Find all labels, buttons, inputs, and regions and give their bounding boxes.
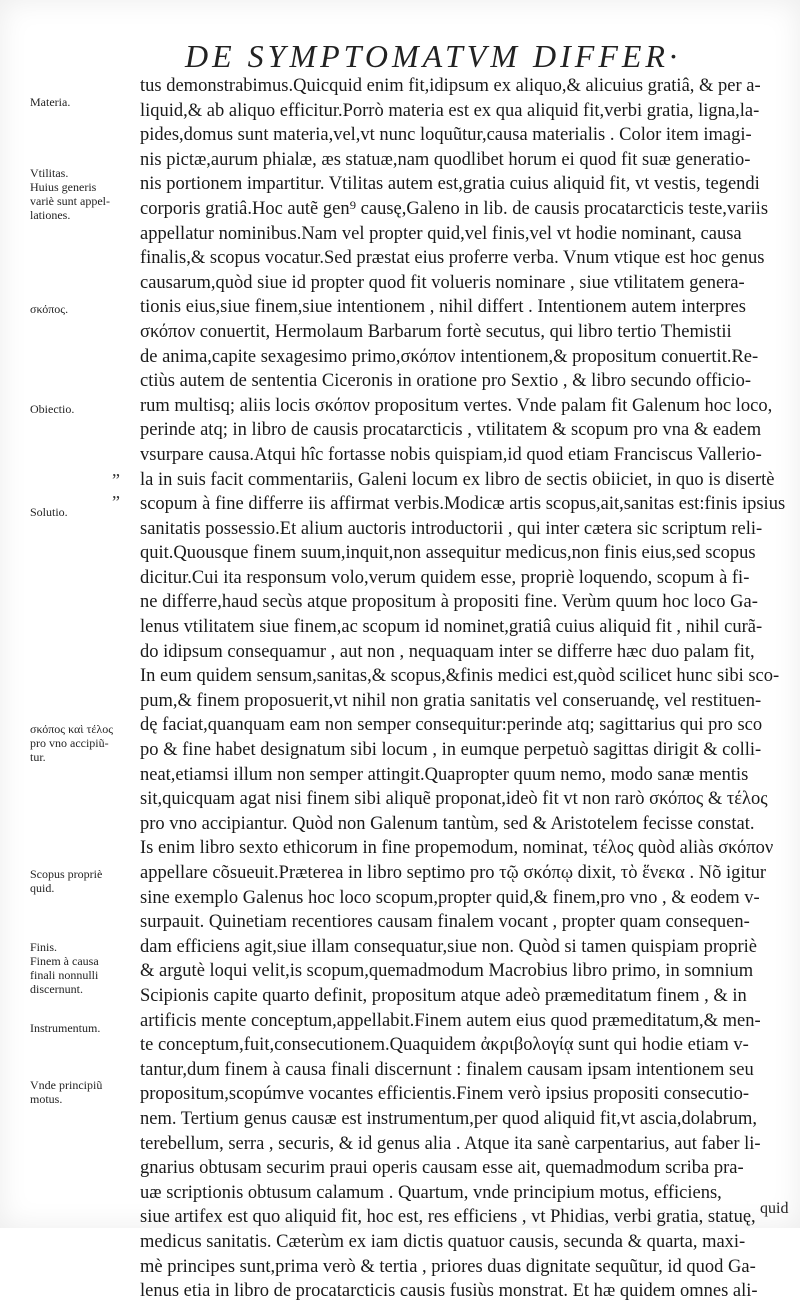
text-line: liquid,& ab aliquo efficitur.Porrò materia est ex qua aliquid fit,verbi gratia, ligna,la- bbox=[140, 100, 760, 121]
quote-mark: ” bbox=[112, 470, 120, 490]
margin-notes bbox=[0, 0, 135, 1228]
note-line: σκόπος καὶ τέλος bbox=[30, 722, 113, 736]
text-line: de anima,capite sexagesimo primo,σκόπον intentionem,& propositum conuertit.Re- bbox=[140, 346, 759, 367]
text-line: Is enim libro sexto ethicorum in fine propemodum, nominat, τέλος quòd aliàs σκόπον bbox=[140, 838, 774, 859]
note-line: motus. bbox=[30, 1092, 63, 1106]
text-line: dicitur.Cui ita responsum volo,verum quidem esse, propriè loquendo, scopum à fi- bbox=[140, 567, 750, 588]
note-line: tur. bbox=[30, 750, 46, 764]
text-line: po & fine habet designatum sibi locum , in eumque perpetuò sagittas dirigit & colli- bbox=[140, 740, 762, 761]
margin-note-obiectio bbox=[30, 402, 135, 416]
text-line: gnarius obtusam securim praui operis causam esse ait, quemadmodum scriba pra- bbox=[140, 1158, 744, 1179]
text-line: mè principes sunt,prima verò & tertia , priores duas dignitate sequũtur, id quod Ga- bbox=[140, 1256, 756, 1277]
note-line: Scopus propriè bbox=[30, 867, 103, 881]
text-line: nis pictæ,aurum phialæ, æs statuæ,nam quodlibet horum ei quod fit suæ generatio- bbox=[140, 149, 751, 170]
text-line: ne differre,haud secùs atque propositum à propositi fine. Verùm quum hoc loco Ga- bbox=[140, 592, 758, 613]
text-line: tantur,dum finem à causa finali discernunt : finalem causam ipsam intentionem seu bbox=[140, 1059, 754, 1080]
text-line: perinde atq; in libro de causis procatarcticis , vtilitatem & scopum pro vna & eadem bbox=[140, 420, 762, 441]
text-line: rum multisq; aliis locis σκόπον propositum vertes. Vnde palam fit Galenum hoc loco, bbox=[140, 395, 773, 416]
body-text bbox=[140, 74, 792, 1304]
text-line: lenus vtilitatem siue finem,ac scopum id nominet,gratiâ cuius aliquid fit , nihil curã- bbox=[140, 617, 763, 638]
note-line: Instrumentum. bbox=[30, 1021, 101, 1035]
margin-note-finis bbox=[30, 940, 135, 996]
margin-note-skopos bbox=[30, 302, 135, 316]
text-line: uæ scriptionis obtusum calamum . Quartum, vnde principium motus, efficiens, bbox=[140, 1182, 722, 1203]
text-line: dam efficiens agit,siue illam consequatur,siue non. Quòd si tamen quispiam propriè bbox=[140, 936, 757, 957]
text-line: nem. Tertium genus causæ est instrumentum,per quod aliquid fit,vt ascia,dolabrum, bbox=[140, 1108, 757, 1129]
note-line: Vnde principiũ bbox=[30, 1078, 103, 1092]
quote-mark: ” bbox=[112, 492, 120, 512]
margin-note-vtilitas bbox=[30, 166, 135, 222]
text-line: medicus sanitatis. Cæterùm ex iam dictis quatuor causis, secunda & quarta, maxi- bbox=[140, 1231, 746, 1252]
margin-note-skopos-telos bbox=[30, 722, 135, 764]
text-line: do idipsum consequamur , aut non , nequaquam inter se differre hæc duo palam fit, bbox=[140, 641, 755, 662]
text-line: sanitatis possessio.Et alium auctoris introductorii , qui inter cætera sic scriptum reli- bbox=[140, 518, 763, 539]
margin-note-vnde bbox=[30, 1078, 135, 1106]
text-line: artificis mente conceptum,appellabit.Finem autem eius quod præmeditatum,& men- bbox=[140, 1010, 761, 1031]
note-line: quid. bbox=[30, 881, 55, 895]
text-line: terebellum, serra , securis, & id genus alia . Atque ita sanè carpentarius, aut faber li- bbox=[140, 1133, 761, 1154]
text-line: la in suis facit commentariis, Galeni locum ex libro de sectis obiiciet, in quo is disertè bbox=[140, 469, 775, 490]
text-line: & argutè loqui velit,is scopum,quemadmodum Macrobius libro primo, in somnium bbox=[140, 961, 754, 982]
note-line: pro vno accipiũ- bbox=[30, 736, 109, 750]
text-line: te conceptum,fuit,consecutionem.Quaquidem ἀκριβολογίᾳ sunt qui hodie etiam v- bbox=[140, 1035, 749, 1056]
note-line: Huius generis bbox=[30, 180, 97, 194]
text-line: quit.Quousque finem suum,inquit,non assequitur medicus,non finis eius,sed scopus bbox=[140, 543, 756, 564]
text-line: pides,domus sunt materia,vel,vt nunc loquũtur,causa materialis . Color item imagi- bbox=[140, 125, 752, 146]
text-line: corporis gratiâ.Hoc autẽ gen⁹ causę,Galeno in lib. de causis procatarcticis teste,variis bbox=[140, 198, 769, 219]
text-line: surpauit. Quinetiam recentiores causam finalem vocant , propter quam consequen- bbox=[140, 912, 750, 933]
text-line: appellatur nominibus.Nam vel propter quid,vel finis,vel vt hodie nominant, causa bbox=[140, 223, 742, 244]
note-line: discernunt. bbox=[30, 982, 83, 996]
text-line: vsurpare causa.Atqui hîc fortasse nobis quispiam,id quod etiam Franciscus Vallerio- bbox=[140, 444, 762, 465]
text-line: scopum à fine differre iis affirmat verbis.Modicæ artis scopus,ait,sanitas est:finis ipsius bbox=[140, 494, 786, 515]
note-line: Finis. bbox=[30, 940, 58, 954]
text-line: sine exemplo Galenus hoc loco scopum,propter quid,& finem,pro vno , & eodem v- bbox=[140, 887, 760, 908]
text-line: pro vno accipiantur. Quòd non Galenum tantùm, sed & Aristotelem fecisse constat. bbox=[140, 813, 755, 834]
running-title: DE SYMPTOMATVM DIFFER· bbox=[185, 38, 681, 74]
text-line: nis portionem impartitur. Vtilitas autem est,gratia cuius aliquid fit, vt vestis, tegendi bbox=[140, 174, 760, 195]
note-line: lationes. bbox=[30, 208, 71, 222]
margin-note-materia bbox=[30, 95, 135, 109]
text-line: pum,& finem proposuerit,vt nihil non gratia sanitatis vel conseruandę, vel restituen- bbox=[140, 690, 762, 711]
margin-note-scopus bbox=[30, 867, 135, 895]
text-line: dę faciat,quanquam eam non semper consequitur:perinde atq; sagittarius qui pro sco bbox=[140, 715, 763, 736]
note-line: variè sunt appel- bbox=[30, 194, 110, 208]
text-line: σκόπον conuertit, Hermolaum Barbarum fortè secutus, qui libro tertio Themistii bbox=[140, 321, 732, 342]
text-line: tus demonstrabimus.Quicquid enim fit,idipsum ex aliquo,& alicuius gratiâ, & per a- bbox=[140, 76, 761, 96]
note-line: Finem à causa bbox=[30, 954, 99, 968]
text-line: siue artifex est quo aliquid fit, hoc est, res efficiens , vt Phidias, verbi gratia, statuę, bbox=[140, 1207, 756, 1228]
note-line: σκόπος. bbox=[30, 302, 69, 316]
note-line: finali nonnulli bbox=[30, 968, 99, 982]
text-line: causarum,quòd siue id propter quod fit volueris nominare , siue vtilitatem genera- bbox=[140, 272, 745, 293]
text-line: lenus etia in libro de procatarcticis causis fusiùs monstrat. Et hæ quidem omnes ali- bbox=[140, 1281, 758, 1302]
text-line: Scipionis capite quarto definit, propositum atque adeò præmeditatum finem , & in bbox=[140, 985, 747, 1006]
margin-note-instrumentum bbox=[30, 1021, 135, 1035]
text-line: In eum quidem sensum,sanitas,& scopus,&finis medici est,quòd scilicet hunc sibi sco- bbox=[140, 666, 780, 687]
text-line: neat,etiamsi illum non semper attingit.Quapropter quum nemo, modo sanæ mentis bbox=[140, 764, 749, 785]
text-line: finalis,& scopus vocatur.Sed præstat eius proferre verba. Vnum vtique est hoc genus bbox=[140, 248, 765, 269]
note-line: Solutio. bbox=[30, 505, 68, 519]
catchword: quid bbox=[760, 1200, 789, 1217]
note-line: Materia. bbox=[30, 95, 71, 109]
text-line: sit,quicquam agat nisi finem sibi aliquẽ proponat,ideò fit vt non rarò σκόπος & τέλος bbox=[140, 789, 768, 810]
note-line: Vtilitas. bbox=[30, 166, 69, 180]
text-line: ctiùs autem de sententia Ciceronis in oratione pro Sextio , & libro secundo officio- bbox=[140, 371, 752, 392]
text-line: appellare cõsueuit.Præterea in libro septimo pro τῷ σκόπῳ dixit, τὸ ἕνεκα . Nõ igitur bbox=[140, 863, 767, 883]
text-line: propositum,scopúmve vocantes efficientis.Finem verò ipsius propositi consecutio- bbox=[140, 1084, 750, 1105]
note-line: Obiectio. bbox=[30, 402, 75, 416]
text-line: tionis eius,siue finem,siue intentionem , nihil differt . Intentionem autem interpres bbox=[140, 297, 746, 318]
